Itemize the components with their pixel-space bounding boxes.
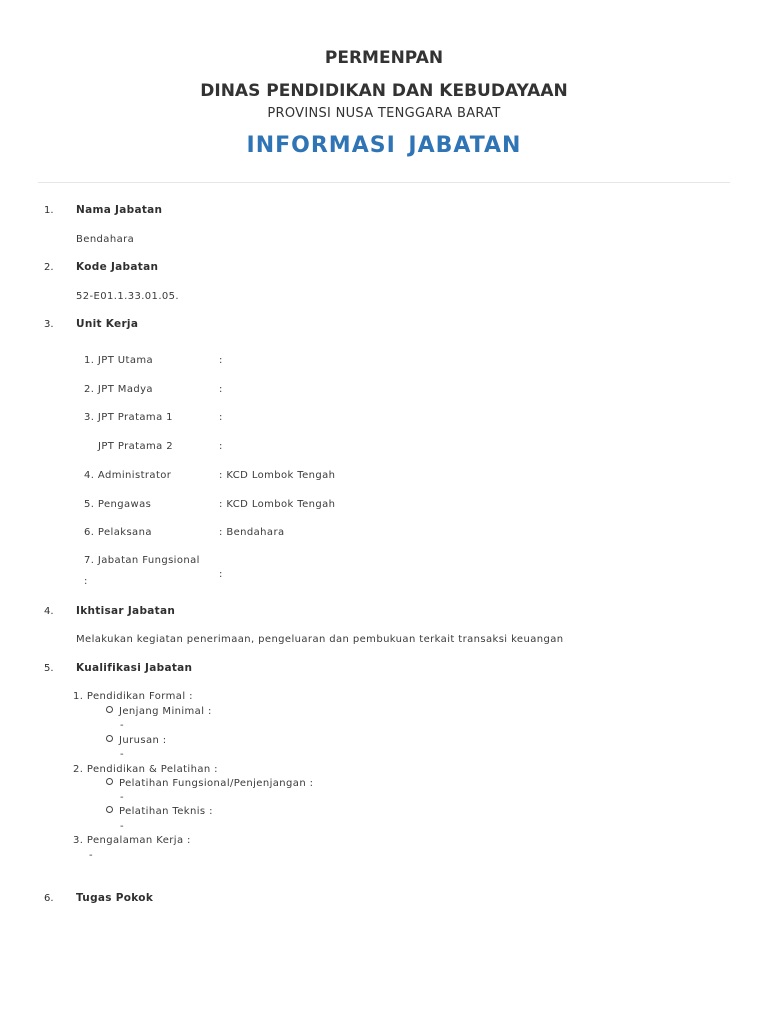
jurusan-item	[106, 735, 167, 746]
pengalaman-kerja-value: -	[89, 850, 94, 861]
section-number: 2.	[44, 262, 54, 273]
jenjang-label: Jenjang Minimal :	[119, 706, 212, 717]
section-number: 3.	[44, 319, 54, 330]
section-label-ikhtisar-jabatan: Ikhtisar Jabatan	[76, 605, 176, 617]
unit-row-value: :	[219, 441, 223, 452]
doc-header-dinas: DINAS PENDIDIKAN DAN KEBUDAYAAN	[200, 81, 568, 101]
nama-jabatan-value: Bendahara	[76, 234, 135, 245]
unit-row-value: :	[219, 569, 223, 580]
section-number: 5.	[44, 663, 54, 674]
doc-header-permenpan: PERMENPAN	[324, 48, 444, 68]
pelatihan-teknis-value: -	[120, 821, 125, 832]
section-label-nama-jabatan: Nama Jabatan	[76, 204, 163, 216]
section-label-kualifikasi-jabatan: Kualifikasi Jabatan	[76, 662, 193, 674]
bullet-icon	[106, 806, 113, 813]
section-number: 6.	[44, 893, 54, 904]
header-divider	[38, 182, 730, 183]
jenjang-item	[106, 706, 212, 717]
bullet-icon	[106, 778, 113, 785]
ikhtisar-value: Melakukan kegiatan penerimaan, pengeluaran dan pembukuan terkait transaksi keuangan	[76, 634, 564, 645]
section-label-tugas-pokok: Tugas Pokok	[76, 892, 154, 904]
pengalaman-kerja-label: 3. Pengalaman Kerja :	[73, 835, 191, 846]
unit-row-name: 4. Administrator	[84, 470, 172, 481]
unit-row-value: :	[219, 355, 223, 366]
unit-row-name: 1. JPT Utama	[84, 355, 154, 366]
unit-row-extra: :	[84, 576, 88, 587]
unit-row-name: 7. Jabatan Fungsional	[84, 555, 200, 566]
bullet-icon	[106, 706, 113, 713]
unit-row-value: :	[219, 412, 223, 423]
unit-row-name: 2. JPT Madya	[84, 384, 153, 395]
unit-row-name: 5. Pengawas	[84, 499, 152, 510]
pelatihan-teknis-item	[106, 806, 213, 817]
pelatihan-fungsional-value: -	[120, 792, 125, 803]
section-label-unit-kerja: Unit Kerja	[76, 318, 139, 330]
kode-jabatan-value: 52-E01.1.33.01.05.	[76, 291, 180, 302]
pelatihan-fungsional-label: Pelatihan Fungsional/Penjenjangan :	[119, 778, 314, 789]
unit-row-value: :	[219, 384, 223, 395]
unit-row-value: : Bendahara	[219, 527, 285, 538]
unit-row-name: 6. Pelaksana	[84, 527, 152, 538]
bullet-icon	[106, 735, 113, 742]
unit-row-value: : KCD Lombok Tengah	[219, 499, 336, 510]
pendidikan-formal-label: 1. Pendidikan Formal :	[73, 691, 193, 702]
unit-row-value: : KCD Lombok Tengah	[219, 470, 336, 481]
pelatihan-fungsional-item	[106, 778, 313, 789]
section-number: 4.	[44, 606, 54, 617]
jurusan-label: Jurusan :	[119, 735, 167, 746]
unit-row-name: JPT Pratama 2	[98, 441, 174, 452]
pelatihan-teknis-label: Pelatihan Teknis :	[119, 806, 213, 817]
section-number: 1.	[44, 205, 54, 216]
unit-row-name: 3. JPT Pratama 1	[84, 412, 173, 423]
jenjang-value: -	[120, 720, 125, 731]
pendidikan-pelatihan-label: 2. Pendidikan & Pelatihan :	[73, 764, 218, 775]
doc-header-provinsi: PROVINSI NUSA TENGGARA BARAT	[267, 106, 501, 121]
doc-title: INFORMASI JABATAN	[246, 133, 522, 158]
section-label-kode-jabatan: Kode Jabatan	[76, 261, 159, 273]
jurusan-value: -	[120, 749, 125, 760]
